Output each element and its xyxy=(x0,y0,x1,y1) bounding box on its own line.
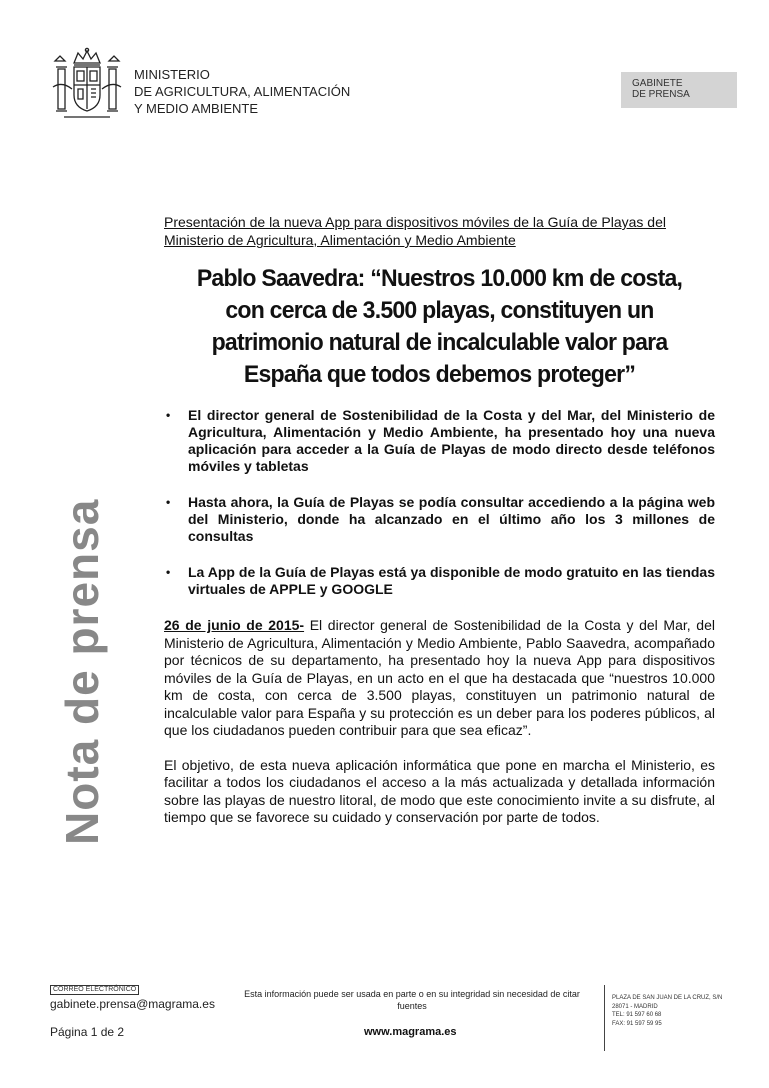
address-line: FAX: 91 597 59 95 xyxy=(612,1020,662,1027)
address-line: TEL: 91 597 60 68 xyxy=(612,1012,662,1018)
article-date: 26 de junio de 2015- xyxy=(164,617,305,633)
article-subtitle: Presentación de la nueva App para dispositivos móviles de la Guía de Playas del Ministerio de Agricultura, Alimentación y Medio Ambiente xyxy=(164,214,666,248)
footer-divider xyxy=(604,985,605,1051)
address-line: PLAZA DE SAN JUAN DE LA CRUZ, S/N xyxy=(612,995,723,1001)
contact-email[interactable]: gabinete.prensa@magrama.es xyxy=(50,997,215,1011)
article-body xyxy=(164,213,715,827)
paragraph: El objetivo, de esta nueva aplicación informática que pone en marcha el Ministerio, es facilitar a todos los ciudadanos el acceso a la más actualizada y detallada información sobre las playas de nuestro litoral, de modo que este conocimiento invite a su disfrute, al tiempo que se favorece su cuidado y conservación por parte de todos. xyxy=(164,756,715,825)
page-number: Página 1 de 2 xyxy=(50,1025,125,1039)
ministry-line: DE AGRICULTURA, ALIMENTACIÓN xyxy=(134,84,351,99)
highlight-text: El director general de Sostenibilidad de la Costa y del Mar, del Ministerio de Agricultura, Alimentación y Medio Ambiente, ha presentado hoy una nueva aplicación para acceder a la Guía de Playas de modo directo desde teléfonos móviles y tabletas xyxy=(188,407,715,474)
website-link[interactable]: www.magrama.es xyxy=(364,1026,457,1038)
ministry-name xyxy=(134,66,350,117)
highlight-text: Hasta ahora, la Guía de Playas se podía consultar accediendo a la página web del Ministerio, donde ha alcanzado en el último año los 3 millones de consultas xyxy=(188,494,715,544)
email-label: CORREO ELECTRÓNICO xyxy=(50,985,139,995)
paragraph-text: El director general de Sostenibilidad de la Costa y del Mar, del Ministerio de Agricultura, Alimentación y Medio Ambiente, Pablo Saavedra, acompañado por técnicos de su departamento, ha presentado hoy la nueva App para dispositivos móviles de la Guía de Playas, en un acto en el que ha destacada que “nuestros 10.000 km de costa, con cerca de 3.500 playas, constituyen un patrimonio natural de incalculable valor para España y su protección es un deber para los poderes públicos, al que los ciudadanos pueden contribuir para que sea eficaz”. xyxy=(164,617,715,738)
ministry-line: MINISTERIO xyxy=(134,67,210,82)
highlights-list xyxy=(164,407,715,598)
press-release-side-label: Nota de prensa xyxy=(56,498,108,845)
list-item xyxy=(164,494,715,545)
address-line: 28071 - MADRID xyxy=(612,1003,658,1010)
usage-disclaimer: Esta información puede ser usada en parte o en su integridad sin necesidad de citar fuentes xyxy=(244,989,580,1011)
coat-of-arms-logo xyxy=(50,47,124,121)
bullet-marker: • xyxy=(166,495,171,509)
ministry-line: Y MEDIO AMBIENTE xyxy=(134,101,259,116)
paragraph xyxy=(164,617,715,740)
list-item xyxy=(164,407,715,475)
bullet-marker: • xyxy=(166,565,171,579)
bullet-marker: • xyxy=(166,408,171,422)
list-item xyxy=(164,564,715,598)
highlight-text: La App de la Guía de Playas está ya disponible de modo gratuito en las tiendas virtuales de APPLE y GOOGLE xyxy=(188,564,715,597)
article-headline: Pablo Saavedra: “Nuestros 10.000 km de costa, con cerca de 3.500 playas, constituyen un patrimonio natural de incalculable valor para España que todos debemos proteger” xyxy=(196,265,683,388)
press-office-box xyxy=(621,72,737,108)
press-office-line: GABINETE xyxy=(632,78,683,89)
press-office-line: DE PRENSA xyxy=(632,89,690,100)
postal-address xyxy=(612,994,722,1028)
